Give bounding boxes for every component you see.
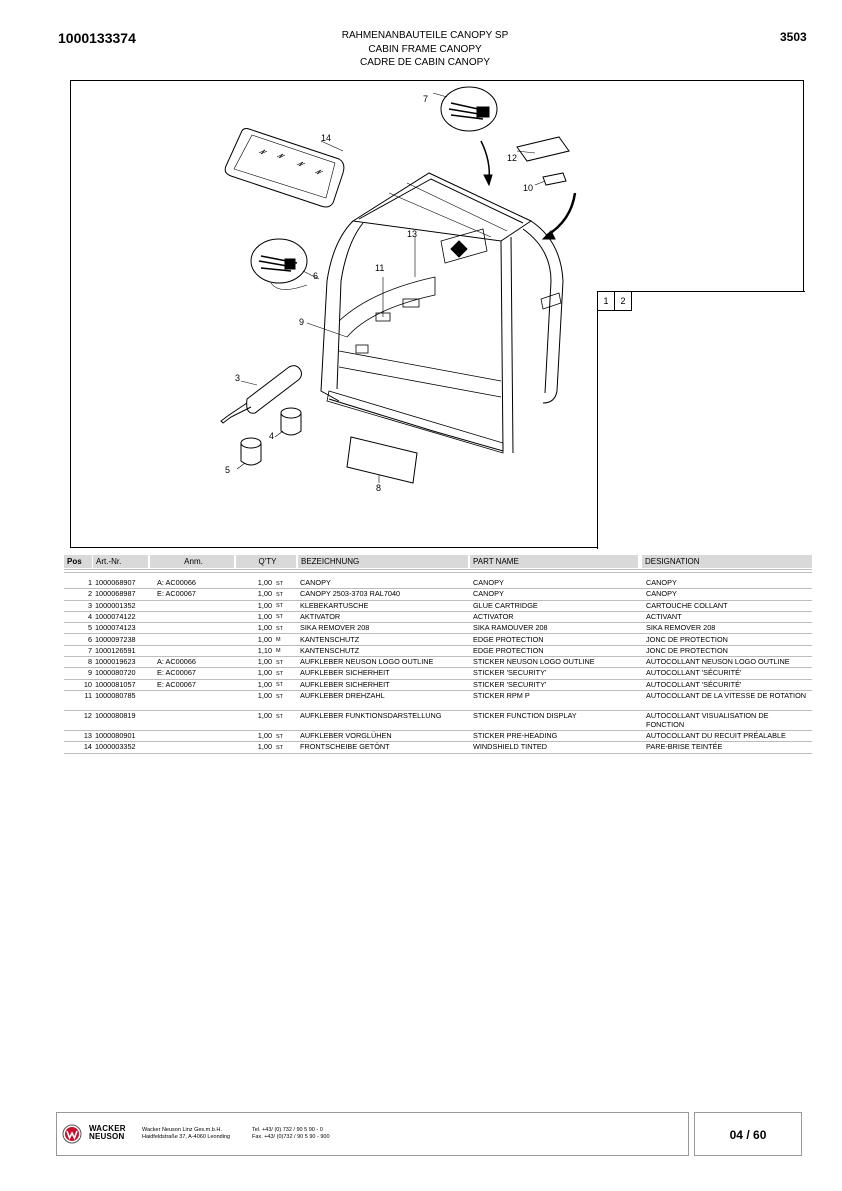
row-art-nr: 1000074122 (95, 611, 136, 621)
callout-4: 4 (269, 431, 275, 441)
callout-9: 9 (299, 317, 305, 327)
row-pos: 5 (87, 623, 92, 633)
row-designation: AUTOCOLLANT 'SÉCURITÉ' (646, 679, 742, 689)
col-bezeichnung: BEZEICHNUNG (298, 555, 468, 568)
brand-name (89, 1125, 126, 1141)
row-part-name: GLUE CARTRIDGE (473, 600, 538, 610)
callout-10: 10 (523, 183, 534, 193)
row-anm: A: AC00066 (157, 578, 196, 587)
row-unit: ST (276, 713, 284, 720)
row-qty: 1,00 (257, 731, 272, 740)
row-bezeichnung: FRONTSCHEIBE GETÖNT (300, 742, 390, 752)
row-bezeichnung: AUFKLEBER FUNKTIONSDARSTELLUNG (300, 711, 442, 720)
row-pos: 1 (87, 578, 92, 587)
row-art-nr: 1000080785 (95, 691, 136, 700)
row-designation: AUTOCOLLANT DU RECUIT PRÉALABLE (646, 731, 786, 740)
row-bezeichnung: AUFKLEBER DREHZAHL (300, 691, 385, 700)
row-qty: 1,00 (257, 578, 272, 587)
row-art-nr: 1000019623 (95, 657, 136, 667)
row-qty: 1,00 (257, 600, 272, 610)
variant-view-panel (597, 291, 805, 549)
table-row (64, 680, 812, 691)
row-designation: PARE-BRISE TEINTÉE (646, 742, 723, 752)
row-art-nr: 1000001352 (95, 600, 136, 610)
row-designation: CANOPY (646, 578, 677, 587)
col-anm: Anm. (150, 555, 234, 568)
row-part-name: STICKER FUNCTION DISPLAY (473, 711, 577, 720)
row-pos: 7 (87, 645, 92, 655)
document-number: 1000133374 (58, 30, 136, 46)
row-unit: ST (276, 614, 284, 621)
row-bezeichnung: CANOPY (300, 578, 331, 587)
title-english: CABIN FRAME CANOPY (368, 44, 482, 55)
col-qty: Q'TY (236, 555, 296, 568)
row-anm: E: AC00067 (157, 589, 196, 599)
row-part-name: STICKER 'SECURITY' (473, 679, 547, 689)
row-part-name: STICKER 'SECURITY' (473, 668, 547, 678)
wacker-neuson-logo-icon (62, 1124, 82, 1144)
row-art-nr: 1000068907 (95, 578, 136, 587)
col-designation: DESIGNATION (642, 555, 812, 568)
row-pos: 9 (87, 668, 92, 678)
parts-table-header (64, 555, 812, 568)
row-pos: 10 (83, 679, 92, 689)
row-part-name: CANOPY (473, 589, 504, 599)
callout-12: 12 (507, 153, 518, 163)
row-part-name: STICKER RPM P (473, 691, 530, 700)
row-bezeichnung: SIKA REMOVER 208 (300, 623, 370, 633)
row-qty: 1,10 (257, 645, 272, 655)
row-unit: ST (276, 682, 284, 689)
callout-13: 13 (407, 229, 418, 239)
row-qty: 1,00 (257, 611, 272, 621)
callout-3: 3 (235, 373, 241, 383)
brand-line-1: WACKER (89, 1124, 126, 1133)
company-address: Haidfeldstraße 37, A-4060 Leonding (142, 1134, 231, 1140)
table-row (64, 623, 812, 634)
row-bezeichnung: AUFKLEBER NEUSON LOGO OUTLINE (300, 657, 434, 667)
page-current: 04 (729, 1128, 743, 1142)
row-designation: AUTOCOLLANT NEUSON LOGO OUTLINE (646, 657, 790, 667)
row-unit: ST (276, 580, 284, 587)
row-designation: JONC DE PROTECTION (646, 645, 728, 655)
row-qty: 1,00 (257, 742, 272, 752)
row-part-name: SIKA RAMOUVER 208 (473, 623, 548, 633)
table-row (64, 635, 812, 646)
row-part-name: CANOPY (473, 578, 504, 587)
row-qty: 1,00 (257, 691, 272, 700)
row-art-nr: 1000097238 (95, 634, 136, 644)
row-part-name: EDGE PROTECTION (473, 634, 544, 644)
row-part-name: WINDSHIELD TINTED (473, 742, 548, 752)
callout-11: 11 (375, 263, 385, 273)
view-tab-2[interactable]: 2 (615, 292, 632, 311)
header-rule (64, 572, 812, 573)
page-indicator (694, 1112, 802, 1156)
row-unit: ST (276, 693, 284, 700)
row-bezeichnung: KLEBEKARTUSCHE (300, 600, 369, 610)
row-pos: 13 (83, 731, 92, 740)
row-bezeichnung: AUFKLEBER SICHERHEIT (300, 668, 390, 678)
row-pos: 3 (87, 600, 92, 610)
row-anm: A: AC00066 (157, 657, 196, 667)
table-row (64, 612, 812, 623)
row-part-name: STICKER NEUSON LOGO OUTLINE (473, 657, 595, 667)
row-designation: CARTOUCHE COLLANT (646, 600, 728, 610)
fax-number: Fax. +43/ (0)732 / 90 5 90 - 900 (252, 1134, 330, 1140)
row-unit: ST (276, 659, 284, 666)
table-row (64, 668, 812, 679)
callout-5: 5 (225, 465, 231, 475)
row-unit: ST (276, 744, 284, 751)
title-french: CADRE DE CABIN CANOPY (359, 57, 491, 68)
row-qty: 1,00 (257, 668, 272, 678)
row-unit: M (276, 648, 281, 655)
row-bezeichnung: KANTENSCHUTZ (300, 645, 360, 655)
row-pos: 12 (83, 711, 92, 720)
row-art-nr: 1000081057 (95, 679, 136, 689)
table-row (64, 578, 812, 589)
table-row (64, 731, 812, 742)
row-unit: ST (276, 670, 284, 677)
row-qty: 1,00 (257, 634, 272, 644)
row-unit: M (276, 637, 281, 643)
row-qty: 1,00 (257, 679, 272, 689)
row-qty: 1,00 (257, 623, 272, 633)
row-qty: 1,00 (257, 711, 272, 720)
table-row (64, 601, 812, 612)
phone-number: Tel. +43/ (0) 732 / 90 5 90 - 0 (252, 1127, 323, 1133)
view-tab-1[interactable]: 1 (598, 292, 615, 311)
row-pos: 2 (87, 589, 92, 599)
row-art-nr: 1000080901 (95, 731, 136, 740)
col-art-nr: Art.-Nr. (93, 555, 148, 568)
row-bezeichnung: AUFKLEBER VORGLÜHEN (300, 731, 392, 740)
callout-14: 14 (321, 133, 332, 143)
row-art-nr: 1000003352 (95, 742, 136, 752)
callout-6: 6 (313, 271, 319, 281)
row-art-nr: 1000080720 (95, 668, 136, 678)
table-row (64, 711, 812, 731)
row-anm: E: AC00067 (157, 668, 196, 678)
row-pos: 8 (87, 657, 92, 667)
page-code: 3503 (780, 30, 807, 44)
row-designation: JONC DE PROTECTION (646, 634, 728, 644)
callout-8: 8 (376, 483, 382, 493)
row-qty: 1,00 (257, 657, 272, 667)
row-bezeichnung: CANOPY 2503-3703 RAL7040 (300, 589, 401, 599)
row-part-name: ACTIVATOR (473, 611, 514, 621)
table-row (64, 657, 812, 668)
row-art-nr: 1000068987 (95, 589, 136, 599)
company-name: Wacker Neuson Linz Ges.m.b.H. (142, 1127, 222, 1133)
row-designation: ACTIVANT (646, 611, 682, 621)
row-bezeichnung: AUFKLEBER SICHERHEIT (300, 679, 390, 689)
row-unit: ST (276, 603, 284, 610)
table-row (64, 691, 812, 711)
row-art-nr: 1000074123 (95, 623, 136, 633)
row-art-nr: 1000080819 (95, 711, 136, 720)
row-qty: 1,00 (257, 589, 272, 599)
row-bezeichnung: KANTENSCHUTZ (300, 634, 360, 644)
row-unit: ST (276, 625, 284, 632)
row-unit: ST (276, 733, 284, 740)
brand-line-2: NEUSON (89, 1132, 125, 1141)
row-part-name: STICKER PRE-HEADING (473, 731, 558, 740)
row-designation: AUTOCOLLANT VISUALISATION DE FONCTION (646, 711, 769, 729)
row-designation: AUTOCOLLANT 'SÉCURITÉ' (646, 668, 742, 678)
row-pos: 11 (84, 691, 92, 700)
row-pos: 6 (87, 634, 92, 644)
table-row (64, 589, 812, 600)
table-row (64, 742, 812, 753)
header-rule (64, 569, 812, 570)
row-art-nr: 1000126591 (95, 645, 136, 655)
row-designation: CANOPY (646, 589, 677, 599)
row-bezeichnung: AKTIVATOR (300, 611, 341, 621)
row-designation: SIKA REMOVER 208 (646, 623, 716, 633)
row-unit: ST (276, 591, 284, 598)
row-part-name: EDGE PROTECTION (473, 645, 544, 655)
row-anm: E: AC00067 (157, 679, 196, 689)
exploded-parts-drawing (70, 80, 804, 548)
row-designation: AUTOCOLLANT DE LA VITESSE DE ROTATION (646, 691, 807, 700)
page-separator: / (746, 1128, 750, 1142)
table-row (64, 646, 812, 657)
col-pos: Pos (64, 555, 92, 568)
footer (56, 1112, 689, 1156)
row-pos: 4 (87, 611, 92, 621)
col-part-name: PART NAME (470, 555, 638, 568)
callout-7: 7 (423, 94, 429, 104)
title-german: RAHMENANBAUTEILE CANOPY SP (341, 30, 509, 41)
row-pos: 14 (83, 742, 92, 752)
page-total: 60 (753, 1128, 767, 1142)
